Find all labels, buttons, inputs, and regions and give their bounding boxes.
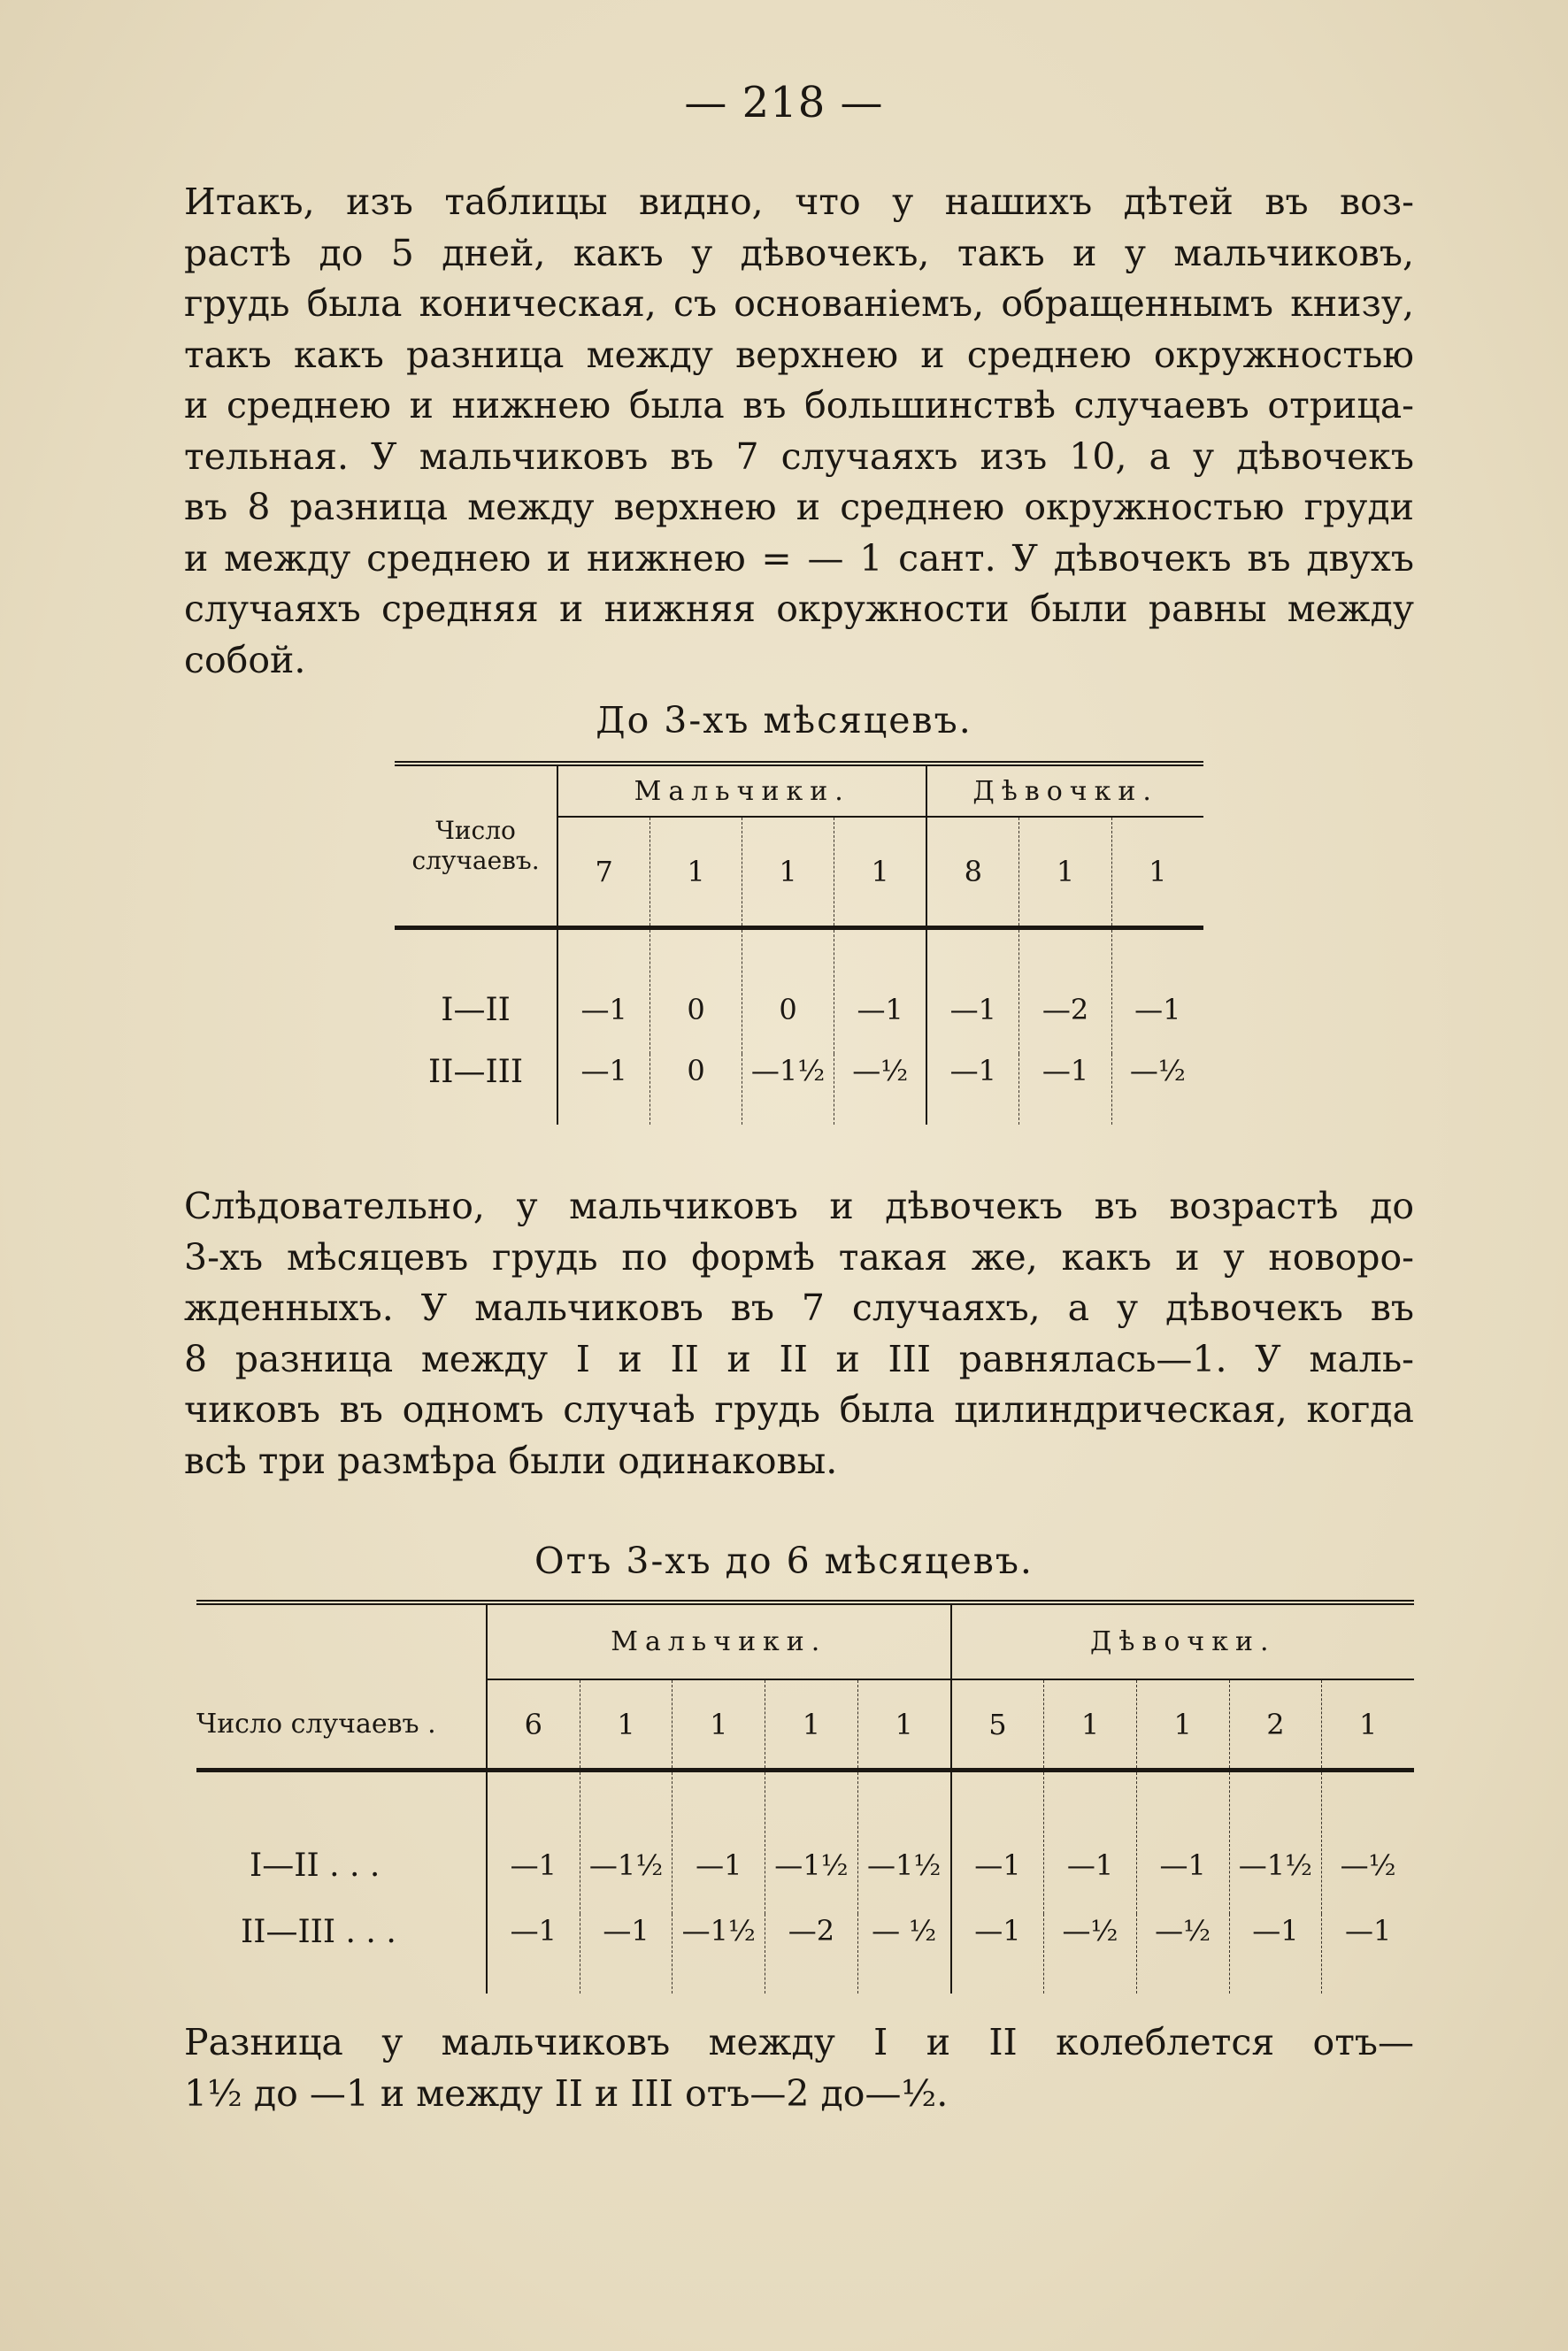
text-line: жденныхъ. У мальчиковъ въ 7 случаяхъ, а у дѣвочекъ въ: [184, 1287, 1414, 1329]
text-line: 3-хъ мѣсяцевъ грудь по формѣ такая же, какъ и у новоро-: [184, 1235, 1414, 1279]
paragraph-3: [184, 2017, 1414, 2119]
table-cell: —1: [557, 1054, 650, 1125]
count-label: Число случаевъ.: [395, 764, 557, 928]
group-girls: Дѣвочки.: [951, 1602, 1414, 1679]
table-cell: —1: [951, 1771, 1044, 1915]
table-cell: —1: [1136, 1771, 1229, 1915]
table-cell: —1: [926, 928, 1019, 1055]
group-girls: Дѣвочки.: [926, 764, 1203, 817]
count-cell: 1: [1044, 1679, 1137, 1771]
table-cell: —½: [834, 1054, 927, 1125]
table-cell: —1: [1019, 1054, 1111, 1125]
table-cell: —1: [557, 928, 650, 1055]
text-line: чиковъ въ одномъ случаѣ грудь была цилиндрическая, когда: [184, 1388, 1414, 1431]
table-cell: —1½: [742, 1054, 834, 1125]
count-cell: 8: [926, 817, 1019, 928]
text-line: и среднею и нижнею была въ большинствѣ случаевъ отрица-: [184, 384, 1414, 426]
table-cell: — ½: [857, 1914, 950, 1994]
table-cell: —½: [1044, 1914, 1137, 1994]
count-cell: 1: [1322, 1679, 1414, 1771]
group-boys: Мальчики.: [487, 1602, 951, 1679]
count-cell: 1: [765, 1679, 858, 1771]
paragraph-1: [184, 177, 1414, 686]
count-cell: 6: [487, 1679, 580, 1771]
table-cell: —1½: [765, 1771, 858, 1915]
table-cell: —1: [951, 1914, 1044, 1994]
paragraph-2: [184, 1181, 1414, 1487]
count-cell: 1: [650, 817, 742, 928]
table-cell: —1: [1322, 1914, 1414, 1994]
text-line: всѣ три размѣра были одинаковы.: [184, 1439, 838, 1482]
count-cell: 1: [857, 1679, 950, 1771]
text-line: Итакъ, изъ таблицы видно, что у нашихъ дѣтей въ воз-: [184, 181, 1414, 223]
count-cell: 5: [951, 1679, 1044, 1771]
table-cell: 0: [742, 928, 834, 1055]
count-cell: 1: [1136, 1679, 1229, 1771]
count-cell: 7: [557, 817, 650, 928]
table2-caption: Отъ 3-хъ до 6 мѣсяцевъ.: [534, 1540, 1034, 1582]
text-line: 8 разница между I и II и II и III равнялась—1. У маль-: [184, 1337, 1414, 1380]
count-cell: 1: [580, 1679, 673, 1771]
text-line: въ 8 разница между верхнею и среднею окружностью груди: [184, 486, 1414, 528]
count-cell: 1: [1111, 817, 1203, 928]
table-1: [395, 761, 1203, 1125]
table-cell: —1: [487, 1771, 580, 1915]
table-cell: 0: [650, 1054, 742, 1125]
table-cell: —2: [1019, 928, 1111, 1055]
table-cell: —1½: [857, 1771, 950, 1915]
group-boys: Мальчики.: [557, 764, 926, 817]
header-blank: [196, 1602, 487, 1679]
table-2: [196, 1600, 1414, 1994]
text-line: Разница у мальчиковъ между I и II колеблется отъ—: [184, 2021, 1414, 2063]
table-cell: —1½: [580, 1771, 673, 1915]
text-line: тельная. У мальчиковъ въ 7 случаяхъ изъ 10, а у дѣвочекъ: [184, 434, 1414, 478]
table-cell: —1: [834, 928, 927, 1055]
text-line: грудь была коническая, съ основаніемъ, обращеннымъ книзу,: [184, 282, 1414, 325]
text-line: собой.: [184, 638, 306, 681]
text-line: 1½ до —1 и между II и III отъ—2 до—½.: [184, 2071, 949, 2115]
table-cell: —1: [1044, 1771, 1137, 1915]
table-cell: —2: [765, 1914, 858, 1994]
text-line: Слѣдовательно, у мальчиковъ и дѣвочекъ въ возрастѣ до: [184, 1185, 1414, 1227]
text-line: растѣ до 5 дней, какъ у дѣвочекъ, такъ и у мальчиковъ,: [184, 231, 1414, 274]
text-line: случаяхъ средняя и нижняя окружности были равны между: [184, 588, 1414, 630]
table-cell: —1: [1229, 1914, 1322, 1994]
row-label: I—II: [441, 991, 511, 1028]
table-cell: —½: [1136, 1914, 1229, 1994]
table-cell: —1½: [673, 1914, 765, 1994]
table-cell: —1½: [1229, 1771, 1322, 1915]
count-cell: 1: [1019, 817, 1111, 928]
count-cell: 2: [1229, 1679, 1322, 1771]
table-cell: —½: [1322, 1771, 1414, 1915]
count-cell: 1: [673, 1679, 765, 1771]
table-cell: —1: [673, 1771, 765, 1915]
count-cell: 1: [742, 817, 834, 928]
table-cell: —1: [580, 1914, 673, 1994]
row-label: I—II . . .: [250, 1847, 380, 1884]
table-cell: —1: [1111, 928, 1203, 1055]
row-label: II—III . . .: [241, 1914, 396, 1950]
table-cell: —1: [487, 1914, 580, 1994]
count-label: Число случаевъ .: [196, 1679, 487, 1771]
table-cell: —½: [1111, 1054, 1203, 1125]
table1-caption: До 3-хъ мѣсяцевъ.: [596, 699, 972, 741]
table-cell: 0: [650, 928, 742, 1055]
count-cell: 1: [834, 817, 927, 928]
page-number: — 218 —: [684, 78, 884, 127]
table-cell: —1: [926, 1054, 1019, 1125]
text-line: и между среднею и нижнею = — 1 сант. У дѣвочекъ въ двухъ: [184, 536, 1414, 580]
row-label: II—III: [428, 1054, 524, 1090]
text-line: такъ какъ разница между верхнею и среднею окружностью: [184, 333, 1414, 376]
